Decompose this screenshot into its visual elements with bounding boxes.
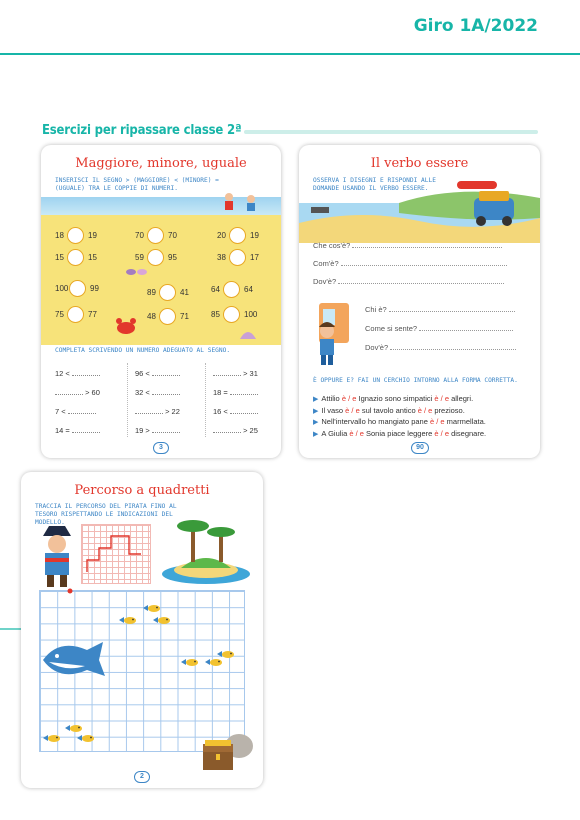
card-title: Il verbo essere [370,156,469,171]
answer-circle[interactable] [69,280,86,297]
card-title: Maggiore, minore, uguale [75,156,247,171]
number-left: 85 [211,310,220,319]
number-left: 18 [55,231,64,240]
fish-icon [43,734,61,745]
header-divider [0,53,580,55]
fill-suffix: > 25 [243,426,258,435]
number-left: 64 [211,285,220,294]
fill-item [135,407,180,416]
fill-item [213,388,258,397]
card-maggiore-minore [41,145,281,458]
comparison-item [217,249,281,269]
fill-item [213,369,258,378]
choice-option[interactable]: è / e [345,405,360,415]
pirate-icon [35,524,79,590]
question-line [313,277,504,286]
sentence-text: sul tavolo antico [359,405,418,415]
comparison-item [55,306,119,326]
sentence-text: Attilio [321,394,342,403]
answer-blank[interactable] [152,389,180,395]
number-right: 64 [244,285,253,294]
choice-option[interactable]: è / e [429,417,445,426]
number-left: 38 [217,253,226,262]
number-left: 89 [147,288,156,297]
comparison-item [211,306,275,326]
question-text: Dov'è? [365,343,389,352]
answer-blank[interactable] [72,370,100,376]
sentence-text: prezioso. [432,405,465,415]
answer-circle[interactable] [67,306,84,323]
answer-blank[interactable] [213,427,241,433]
sentence-text: Sonia piace leggere [363,428,435,438]
choice-option[interactable]: è / e [434,428,449,438]
choice-sentence [313,417,486,426]
answer-blank[interactable] [55,389,83,395]
fish-icon [143,604,161,615]
question-text: Come si sente? [365,324,418,333]
boy-with-vending-machine-illustration [307,297,357,367]
number-right: 19 [88,231,97,240]
answer-circle[interactable] [159,308,176,325]
question-line [365,324,513,333]
number-right: 41 [180,288,189,297]
answer-blank[interactable] [390,344,516,350]
kids-icon [219,191,263,215]
question-text: Chi è? [365,305,387,314]
question-text: Com'è? [313,259,339,268]
fill-prefix: 18 = [213,388,228,397]
card-instruction: INSERISCI IL SEGNO > (MAGGIORE) < (MINORE) = (UGUALE) TRA LE COPPIE DI NUMERI. [55,177,219,192]
number-right: 19 [250,231,259,240]
number-right: 70 [168,231,177,240]
comparison-item [55,280,119,300]
card-instruction-2: È OPPURE E? FAI UN CERCHIO INTORNO ALLA FORMA CORRETTA. [313,377,518,384]
bullet-icon: ▶ [313,407,319,415]
number-left: 100 [55,284,69,293]
fill-prefix: 32 < [135,388,150,397]
number-right: 100 [244,310,258,319]
fish-icon [217,650,235,661]
answer-blank[interactable] [152,370,180,376]
fill-item [213,407,258,416]
number-right: 77 [88,310,97,319]
page-number: 90 [411,442,429,454]
question-line [365,343,516,352]
number-right: 95 [168,253,177,262]
fill-prefix: 14 = [55,426,70,435]
fish-icon [181,658,199,669]
bullet-icon: ▶ [313,419,319,426]
card-verbo-essere [299,145,540,458]
fill-prefix: 7 < [55,407,66,416]
answer-blank[interactable] [135,408,163,414]
island-icon [161,508,251,586]
answer-blank[interactable] [352,242,502,248]
number-left: 48 [147,312,156,321]
start-dot [67,588,73,594]
answer-circle[interactable] [223,281,240,298]
document-header-title: Giro 1A/2022 [413,16,538,36]
bullet-icon: ▶ [313,430,319,438]
card-title: Percorso a quadretti [74,483,210,498]
answer-blank[interactable] [72,427,100,433]
answer-blank[interactable] [419,325,513,331]
answer-circle[interactable] [67,227,84,244]
comparison-item [135,249,199,269]
shark-icon [39,632,109,688]
choice-option[interactable]: è / e [417,405,433,415]
answer-circle[interactable] [229,227,246,244]
column-divider [127,363,128,437]
answer-circle[interactable] [159,284,176,301]
comparison-item [55,227,119,247]
answer-circle[interactable] [147,227,164,244]
card-instruction-2: COMPLETA SCRIVENDO UN NUMERO ADEGUATO AL SEGNO. [55,347,231,354]
comparison-item [217,227,281,247]
page-number: 3 [153,442,169,454]
fill-item [135,426,180,435]
car-landscape-illustration [299,163,540,243]
question-line [313,241,502,250]
sentence-text: Ignazio sono simpatici [356,394,435,403]
choice-option[interactable]: è / e [341,394,357,403]
choice-sentence [313,406,465,415]
number-left: 20 [217,231,226,240]
fish-icon [153,616,171,627]
number-left: 15 [55,253,64,262]
number-right: 15 [88,253,97,262]
sentence-text: Nell'intervallo ho mangiato pane [321,417,430,426]
fill-suffix: > 60 [85,388,100,397]
sentence-text: allegri. [448,394,474,403]
answer-blank[interactable] [341,260,507,266]
section-underline [244,130,538,134]
sentence-text: marmellata. [444,417,486,426]
number-right: 17 [250,253,259,262]
comparison-item [147,308,211,328]
comparison-item [211,281,275,301]
comparison-item [147,284,211,304]
bullet-icon: ▶ [313,396,319,403]
fill-suffix: > 22 [165,407,180,416]
number-left: 75 [55,310,64,319]
page-number: 2 [134,771,150,783]
fill-item [55,426,100,435]
comparison-item [55,249,119,269]
side-divider [0,628,22,630]
answer-blank[interactable] [230,408,258,414]
choice-sentence [313,429,486,438]
answer-blank[interactable] [389,306,515,312]
fill-prefix: 16 < [213,407,228,416]
answer-blank[interactable] [213,370,241,376]
fill-item [55,369,100,378]
answer-blank[interactable] [338,278,504,284]
question-text: Dov'è? [313,277,337,286]
number-left: 59 [135,253,144,262]
question-text: Che cos'è? [313,241,351,250]
question-line [313,259,507,268]
comparison-item [135,227,199,247]
answer-blank[interactable] [230,389,258,395]
fish-icon [77,734,95,745]
number-right: 99 [90,284,99,293]
fill-item [55,388,100,397]
card-instruction: OSSERVA I DISEGNI E RISPONDI ALLE DOMANDE USANDO IL VERBO ESSERE. [313,177,436,192]
answer-blank[interactable] [152,427,180,433]
card-instruction: TRACCIA IL PERCORSO DEL PIRATA FINO AL TESORO RISPETTANDO LE INDICAZIONI DEL MODELLO. [35,503,177,526]
fill-suffix: > 31 [243,369,258,378]
section-title: Esercizi per ripassare classe 2ª [42,123,242,138]
model-path [81,524,151,584]
fill-prefix: 12 < [55,369,70,378]
treasure-chest-icon [199,726,255,778]
fill-prefix: 19 > [135,426,150,435]
fill-prefix: 96 < [135,369,150,378]
question-line [365,305,515,314]
fill-item [135,388,180,397]
fill-item [213,426,258,435]
answer-circle[interactable] [147,249,164,266]
number-right: 71 [180,312,189,321]
fill-item [135,369,180,378]
sentence-text: A Giulia [321,428,350,438]
column-divider [205,363,206,437]
number-left: 70 [135,231,144,240]
fill-item [55,407,96,416]
shell-icon [238,325,258,341]
card-percorso-quadretti [21,472,263,788]
choice-option[interactable]: è / e [434,394,449,403]
sentence-text: Il vaso [321,405,346,415]
choice-option[interactable]: è / e [349,428,364,438]
answer-blank[interactable] [68,408,96,414]
answer-circle[interactable] [229,249,246,266]
answer-circle[interactable] [223,306,240,323]
fish-icon [119,616,137,627]
answer-circle[interactable] [67,249,84,266]
sentence-text: disegnare. [448,428,487,438]
choice-sentence [313,394,473,403]
